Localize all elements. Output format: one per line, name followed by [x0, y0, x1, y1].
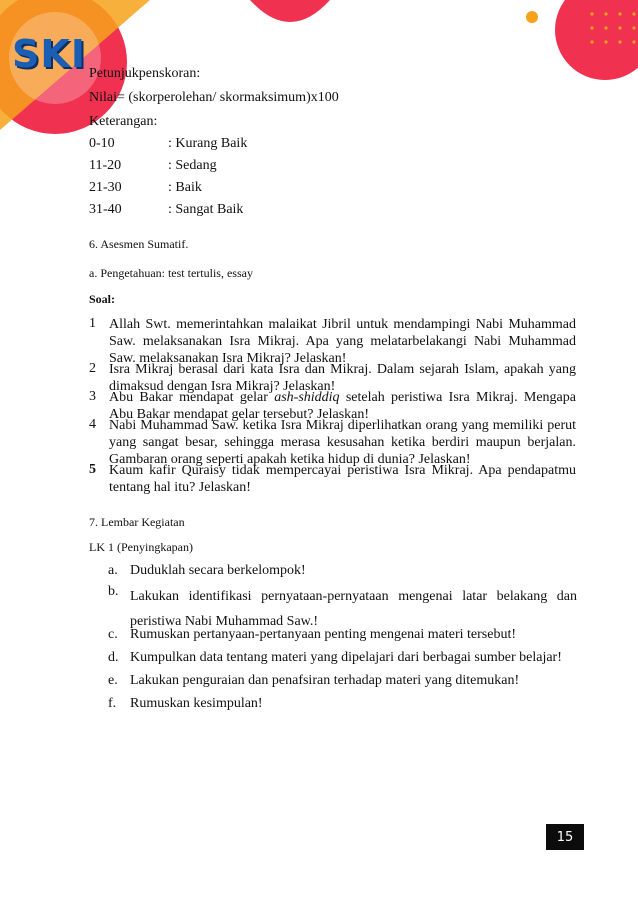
- question-text-before: Abu Bakar mendapat gelar: [109, 390, 275, 405]
- activity-letter: a.: [108, 563, 118, 578]
- activity-text: Rumuskan kesimpulan!: [130, 696, 263, 711]
- question-italic-term: ash-shiddiq: [274, 390, 340, 405]
- score-label: : Baik: [168, 180, 202, 195]
- question-number: 1: [89, 316, 96, 331]
- section7-subheading: LK 1 (Penyingkapan): [89, 540, 193, 554]
- score-label: : Kurang Baik: [168, 136, 248, 151]
- header-decoration-right: [520, 0, 638, 100]
- activity-text: Duduklah secara berkelompok!: [130, 563, 306, 578]
- section6-subheading: a. Pengetahuan: test tertulis, essay: [89, 266, 253, 280]
- question-text: Kaum kafir Quraisy tidak mempercayai peristiwa Isra Mikraj. Apa pendapatmu tentang hal itu? Jelaskan!: [109, 463, 576, 495]
- header-decoration-center: [250, 0, 330, 30]
- activity-text: Lakukan identifikasi pernyataan-pernyataan mengenai latar belakang dan peristiwa Nabi Muhammad Saw.!: [130, 589, 577, 629]
- scoring-title: Petunjukpenskoran:: [89, 66, 201, 81]
- score-range: 21-30: [89, 180, 122, 195]
- activity-letter: c.: [108, 627, 118, 642]
- question-text: Allah Swt. memerintahkan malaikat Jibril untuk mendampingi Nabi Muhammad Saw. melaksanakan Isra Mikraj. Apa yang melatarbelakangi Nabi Muhammad Saw. melaksanakan Isra Mikraj? Jelaskan!: [109, 317, 576, 366]
- score-label: : Sedang: [168, 158, 217, 173]
- question-number: 3: [89, 389, 96, 404]
- section6-heading: 6. Asesmen Sumatif.: [89, 237, 189, 251]
- section7-heading: 7. Lembar Kegiatan: [89, 515, 185, 529]
- score-label: : Sangat Baik: [168, 202, 244, 217]
- activity-text: Kumpulkan data tentang materi yang dipelajari dari berbagai sumber belajar!: [130, 650, 562, 665]
- activity-letter: e.: [108, 673, 118, 688]
- scoring-keterangan: Keterangan:: [89, 114, 158, 129]
- question-number: 5: [89, 462, 96, 477]
- score-range: 11-20: [89, 158, 122, 173]
- page-number: 15: [546, 824, 584, 850]
- question-text: Nabi Muhammad Saw. ketika Isra Mikraj diperlihatkan orang yang memiliki perut yang sangat besar, sehingga merasa kesusahan ketika berdiri maupun berjalan. Gambaran orang seperti apakah ketika hidup di dunia? Jelaskan!: [109, 418, 576, 467]
- activity-letter: b.: [108, 584, 119, 599]
- activity-text: Rumuskan pertanyaan-pertanyaan penting mengenai materi tersebut!: [130, 627, 517, 642]
- score-range: 31-40: [89, 202, 122, 217]
- activity-letter: d.: [108, 650, 119, 665]
- scoring-formula: Nilai= (skorperolehan/ skormaksimum)x100: [89, 90, 339, 105]
- question-text-after: setelah peristiwa Isra Mikraj. Mengapa Abu Bakar mendapat gelar tersebut? Jelaskan!: [109, 390, 576, 422]
- ski-logo: SKI: [12, 32, 86, 76]
- question-number: 2: [89, 361, 96, 376]
- activity-text: Lakukan penguraian dan penafsiran terhadap materi yang ditemukan!: [130, 673, 520, 688]
- activity-letter: f.: [108, 696, 117, 711]
- question-text: Isra Mikraj berasal dari kata Isra dan Mikraj. Dalam sejarah Islam, apakah yang dimaksud dengan Isra Mikraj? Jelaskan!: [109, 362, 576, 394]
- score-range: 0-10: [89, 136, 115, 151]
- question-number: 4: [89, 417, 96, 432]
- soal-label: Soal:: [89, 292, 116, 306]
